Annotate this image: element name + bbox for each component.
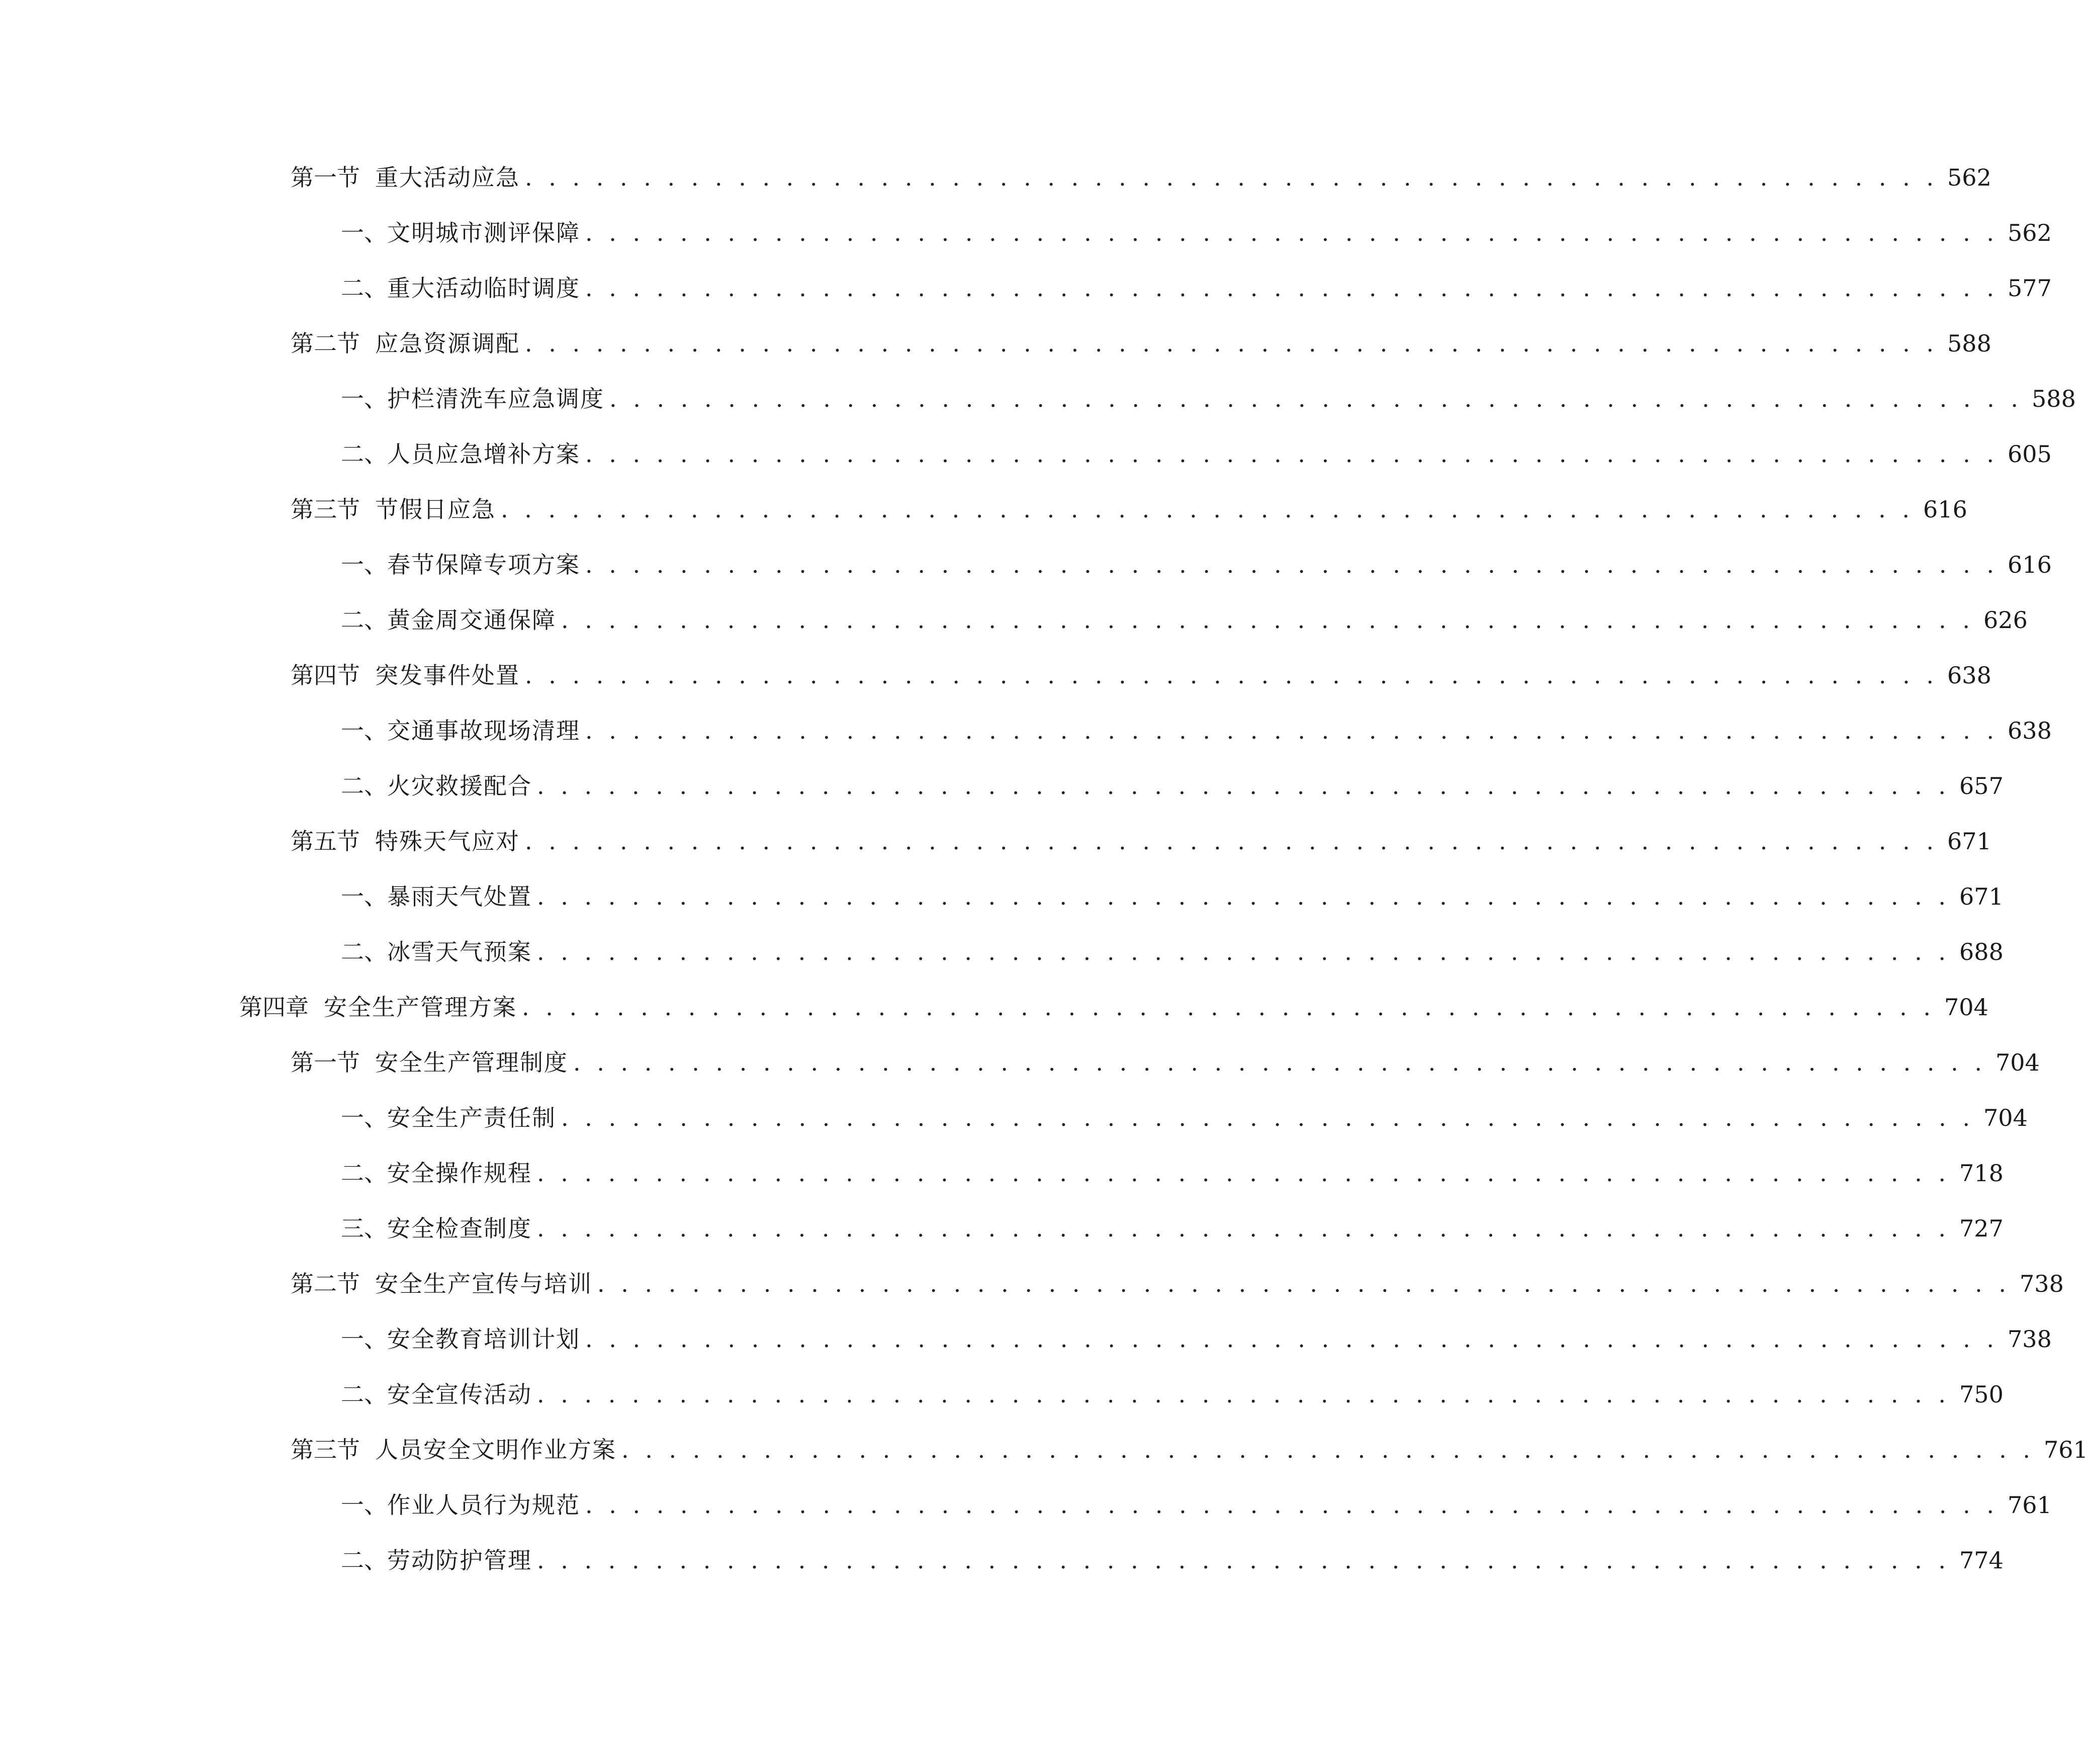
toc-dot-leader: . . . . . . . . . . . . . . . . . . . . . . . . . . . . . . . . . . . . . . . . . . . . . . . . . . . . . . . . . . . .	[597, 1270, 2011, 1297]
toc-entry-page-number: 671	[1959, 883, 2004, 910]
toc-entry-page-number: 588	[2032, 385, 2076, 412]
toc-entry-number: 二、	[341, 440, 387, 468]
toc-entry-number: 第五节	[291, 828, 360, 855]
toc-dot-leader: . . . . . . . . . . . . . . . . . . . . . . . . . . . . . . . . . . . . . . . . . . . . . . . . . . . . . . . . . . . .	[525, 330, 1939, 357]
toc-entry-page-number: 761	[2008, 1491, 2052, 1519]
toc-entry-title: 护栏清洗车应急调度	[387, 385, 604, 412]
toc-entry-title: 春节保障专项方案	[387, 551, 580, 578]
toc-dot-leader: . . . . . . . . . . . . . . . . . . . . . . . . . . . . . . . . . . . . . . . . . . . . . . . . . . . . . . . . . . . .	[537, 1547, 1951, 1574]
toc-entry[interactable]	[341, 934, 2004, 969]
toc-dot-leader: . . . . . . . . . . . . . . . . . . . . . . . . . . . . . . . . . . . . . . . . . . . . . . . . . . . . . . . . . . . .	[537, 1381, 1951, 1408]
toc-entry-page-number: 738	[2020, 1270, 2064, 1297]
toc-entry[interactable]	[341, 713, 2052, 748]
toc-entry-page-number: 638	[2008, 717, 2052, 744]
toc-entry[interactable]	[291, 326, 1991, 361]
toc-entry-number: 一、	[341, 1491, 387, 1519]
toc-entry-page-number: 704	[1995, 1049, 2040, 1076]
toc-dot-leader: . . . . . . . . . . . . . . . . . . . . . . . . . . . . . . . . . . . . . . . . . . . . . . . . . . . . . . . . . . . .	[525, 164, 1939, 191]
toc-entry-page-number: 671	[1947, 828, 1991, 855]
toc-entry-title: 安全宣传活动	[387, 1381, 532, 1408]
toc-entry-title: 文明城市测评保障	[387, 219, 580, 246]
toc-dot-leader: . . . . . . . . . . . . . . . . . . . . . . . . . . . . . . . . . . . . . . . . . . . . . . . . . . . . . . . . . . . .	[585, 275, 1999, 302]
toc-entry-page-number: 616	[1923, 496, 1967, 523]
toc-entry-page-number: 562	[2008, 219, 2052, 246]
toc-dot-leader: . . . . . . . . . . . . . . . . . . . . . . . . . . . . . . . . . . . . . . . . . . . . . . . . . . . . . . . . . . . .	[537, 883, 1951, 910]
toc-entry-title: 人员应急增补方案	[387, 440, 580, 468]
toc-dot-leader: . . . . . . . . . . . . . . . . . . . . . . . . . . . . . . . . . . . . . . . . . . . . . . . . . . . . . . . . . . . .	[561, 606, 1975, 634]
toc-entry-number: 一、	[341, 385, 387, 412]
toc-entry[interactable]	[239, 990, 1988, 1025]
toc-dot-leader: . . . . . . . . . . . . . . . . . . . . . . . . . . . . . . . . . . . . . . . . . . . . . . . . . . . . . . . . . . . .	[537, 938, 1951, 965]
toc-entry-number: 第三节	[291, 496, 360, 523]
toc-entry-title: 交通事故现场清理	[387, 717, 580, 744]
toc-entry-title: 暴雨天气处置	[387, 883, 532, 910]
toc-entry-title: 重大活动临时调度	[387, 275, 580, 302]
toc-dot-leader: . . . . . . . . . . . . . . . . . . . . . . . . . . . . . . . . . . . . . . . . . . . . . . . . . . . . . . . . . . . .	[585, 440, 1999, 468]
toc-entry-number: 一、	[341, 1104, 387, 1131]
toc-entry[interactable]	[291, 1432, 2088, 1467]
toc-entry-page-number: 577	[2008, 275, 2052, 302]
toc-entry[interactable]	[341, 1100, 2028, 1135]
toc-entry[interactable]	[341, 381, 2076, 416]
toc-entry-number: 一、	[341, 219, 387, 246]
toc-entry-page-number: 727	[1959, 1215, 2004, 1242]
toc-entry[interactable]	[291, 824, 1991, 859]
toc-entry-number: 三、	[341, 1215, 387, 1242]
toc-entry-number: 第一节	[291, 1049, 360, 1076]
toc-entry-page-number: 688	[1959, 938, 2004, 965]
toc-entry-page-number: 638	[1947, 662, 1991, 689]
toc-dot-leader: . . . . . . . . . . . . . . . . . . . . . . . . . . . . . . . . . . . . . . . . . . . . . . . . . . . . . . . . . . . .	[585, 551, 1999, 578]
toc-dot-leader: . . . . . . . . . . . . . . . . . . . . . . . . . . . . . . . . . . . . . . . . . . . . . . . . . . . . . . . . . . . .	[522, 994, 1936, 1021]
toc-entry-number: 第一节	[291, 164, 360, 191]
toc-entry-number: 二、	[341, 275, 387, 302]
toc-entry-number: 第二节	[291, 330, 360, 357]
toc-dot-leader: . . . . . . . . . . . . . . . . . . . . . . . . . . . . . . . . . . . . . . . . . . . . . . . . . . . . . . . . . . . .	[501, 496, 1915, 523]
toc-entry-title: 劳动防护管理	[387, 1547, 532, 1574]
toc-entry[interactable]	[341, 1211, 2004, 1246]
toc-entry[interactable]	[341, 271, 2052, 306]
toc-entry-title: 安全生产管理方案	[324, 994, 517, 1021]
toc-entry-title: 安全教育培训计划	[387, 1326, 580, 1353]
toc-entry-title: 安全检查制度	[387, 1215, 532, 1242]
toc-entry-page-number: 562	[1947, 164, 1991, 191]
toc-entry[interactable]	[341, 602, 2028, 638]
toc-entry[interactable]	[341, 436, 2052, 472]
toc-entry-title: 安全生产宣传与培训	[375, 1270, 592, 1297]
toc-dot-leader: . . . . . . . . . . . . . . . . . . . . . . . . . . . . . . . . . . . . . . . . . . . . . . . . . . . . . . . . . . . .	[585, 1491, 1999, 1519]
toc-entry-title: 火灾救援配合	[387, 772, 532, 800]
toc-dot-leader: . . . . . . . . . . . . . . . . . . . . . . . . . . . . . . . . . . . . . . . . . . . . . . . . . . . . . . . . . . . .	[585, 717, 1999, 744]
toc-entry[interactable]	[291, 1266, 2064, 1301]
toc-entry-number: 第三节	[291, 1436, 360, 1463]
toc-dot-leader: . . . . . . . . . . . . . . . . . . . . . . . . . . . . . . . . . . . . . . . . . . . . . . . . . . . . . . . . . . . .	[561, 1104, 1975, 1131]
toc-entry-page-number: 774	[1959, 1547, 2004, 1574]
toc-entry-page-number: 738	[2008, 1326, 2052, 1353]
toc-dot-leader: . . . . . . . . . . . . . . . . . . . . . . . . . . . . . . . . . . . . . . . . . . . . . . . . . . . . . . . . . . . .	[621, 1436, 2035, 1463]
toc-entry-number: 二、	[341, 938, 387, 965]
toc-entry[interactable]	[341, 1543, 2004, 1578]
toc-entry[interactable]	[341, 1487, 2052, 1523]
toc-entry[interactable]	[341, 879, 2004, 914]
toc-entry[interactable]	[291, 160, 1991, 195]
toc-entry-number: 一、	[341, 551, 387, 578]
toc-entry[interactable]	[291, 1045, 2040, 1080]
toc-entry-number: 二、	[341, 1547, 387, 1574]
toc-dot-leader: . . . . . . . . . . . . . . . . . . . . . . . . . . . . . . . . . . . . . . . . . . . . . . . . . . . . . . . . . . . .	[537, 1215, 1951, 1242]
toc-entry[interactable]	[341, 547, 2052, 582]
toc-entry-page-number: 750	[1959, 1381, 2004, 1408]
toc-dot-leader: . . . . . . . . . . . . . . . . . . . . . . . . . . . . . . . . . . . . . . . . . . . . . . . . . . . . . . . . . . . .	[525, 662, 1939, 689]
toc-entry-number: 第四节	[291, 662, 360, 689]
toc-entry-title: 安全生产责任制	[387, 1104, 556, 1131]
toc-entry-title: 安全操作规程	[387, 1160, 532, 1187]
toc-entry[interactable]	[341, 1377, 2004, 1412]
toc-entry-title: 突发事件处置	[375, 662, 520, 689]
toc-entry-number: 一、	[341, 883, 387, 910]
toc-entry-number: 第四章	[239, 994, 309, 1021]
toc-dot-leader: . . . . . . . . . . . . . . . . . . . . . . . . . . . . . . . . . . . . . . . . . . . . . . . . . . . . . . . . . . . .	[573, 1049, 1987, 1076]
toc-entry-number: 第二节	[291, 1270, 360, 1297]
toc-entry-title: 应急资源调配	[375, 330, 520, 357]
toc-entry-number: 二、	[341, 1160, 387, 1187]
toc-entry-number: 二、	[341, 772, 387, 800]
toc-dot-leader: . . . . . . . . . . . . . . . . . . . . . . . . . . . . . . . . . . . . . . . . . . . . . . . . . . . . . . . . . . . .	[609, 385, 2023, 412]
toc-entry-page-number: 657	[1959, 772, 2004, 800]
toc-dot-leader: . . . . . . . . . . . . . . . . . . . . . . . . . . . . . . . . . . . . . . . . . . . . . . . . . . . . . . . . . . . .	[585, 219, 1999, 246]
toc-entry-title: 冰雪天气预案	[387, 938, 532, 965]
toc-entry-page-number: 761	[2044, 1436, 2088, 1463]
toc-entry[interactable]	[291, 492, 1967, 527]
toc-entry-number: 一、	[341, 717, 387, 744]
toc-dot-leader: . . . . . . . . . . . . . . . . . . . . . . . . . . . . . . . . . . . . . . . . . . . . . . . . . . . . . . . . . . . .	[537, 772, 1951, 800]
toc-entry-page-number: 704	[1983, 1104, 2028, 1131]
toc-dot-leader: . . . . . . . . . . . . . . . . . . . . . . . . . . . . . . . . . . . . . . . . . . . . . . . . . . . . . . . . . . . .	[525, 828, 1939, 855]
toc-entry-title: 节假日应急	[375, 496, 496, 523]
toc-entry-title: 安全生产管理制度	[375, 1049, 568, 1076]
toc-entry-page-number: 718	[1959, 1160, 2004, 1187]
toc-entry-page-number: 704	[1944, 994, 1988, 1021]
toc-entry-title: 特殊天气应对	[375, 828, 520, 855]
toc-entry-title: 重大活动应急	[375, 164, 520, 191]
toc-entry-number: 二、	[341, 1381, 387, 1408]
toc-entry-title: 黄金周交通保障	[387, 606, 556, 634]
toc-entry-page-number: 588	[1947, 330, 1991, 357]
toc-entry-page-number: 616	[2008, 551, 2052, 578]
toc-entry-title: 作业人员行为规范	[387, 1491, 580, 1519]
toc-entry[interactable]	[341, 768, 2004, 804]
toc-entry[interactable]	[341, 1156, 2004, 1191]
toc-entry-page-number: 626	[1983, 606, 2028, 634]
toc-entry[interactable]	[291, 658, 1991, 693]
toc-entry-page-number: 605	[2008, 440, 2052, 468]
toc-entry[interactable]	[341, 1321, 2052, 1357]
toc-entry-number: 一、	[341, 1326, 387, 1353]
toc-entry-number: 二、	[341, 606, 387, 634]
toc-entry[interactable]	[341, 215, 2052, 250]
toc-dot-leader: . . . . . . . . . . . . . . . . . . . . . . . . . . . . . . . . . . . . . . . . . . . . . . . . . . . . . . . . . . . .	[585, 1326, 1999, 1353]
toc-dot-leader: . . . . . . . . . . . . . . . . . . . . . . . . . . . . . . . . . . . . . . . . . . . . . . . . . . . . . . . . . . . .	[537, 1160, 1951, 1187]
toc-entry-title: 人员安全文明作业方案	[375, 1436, 616, 1463]
